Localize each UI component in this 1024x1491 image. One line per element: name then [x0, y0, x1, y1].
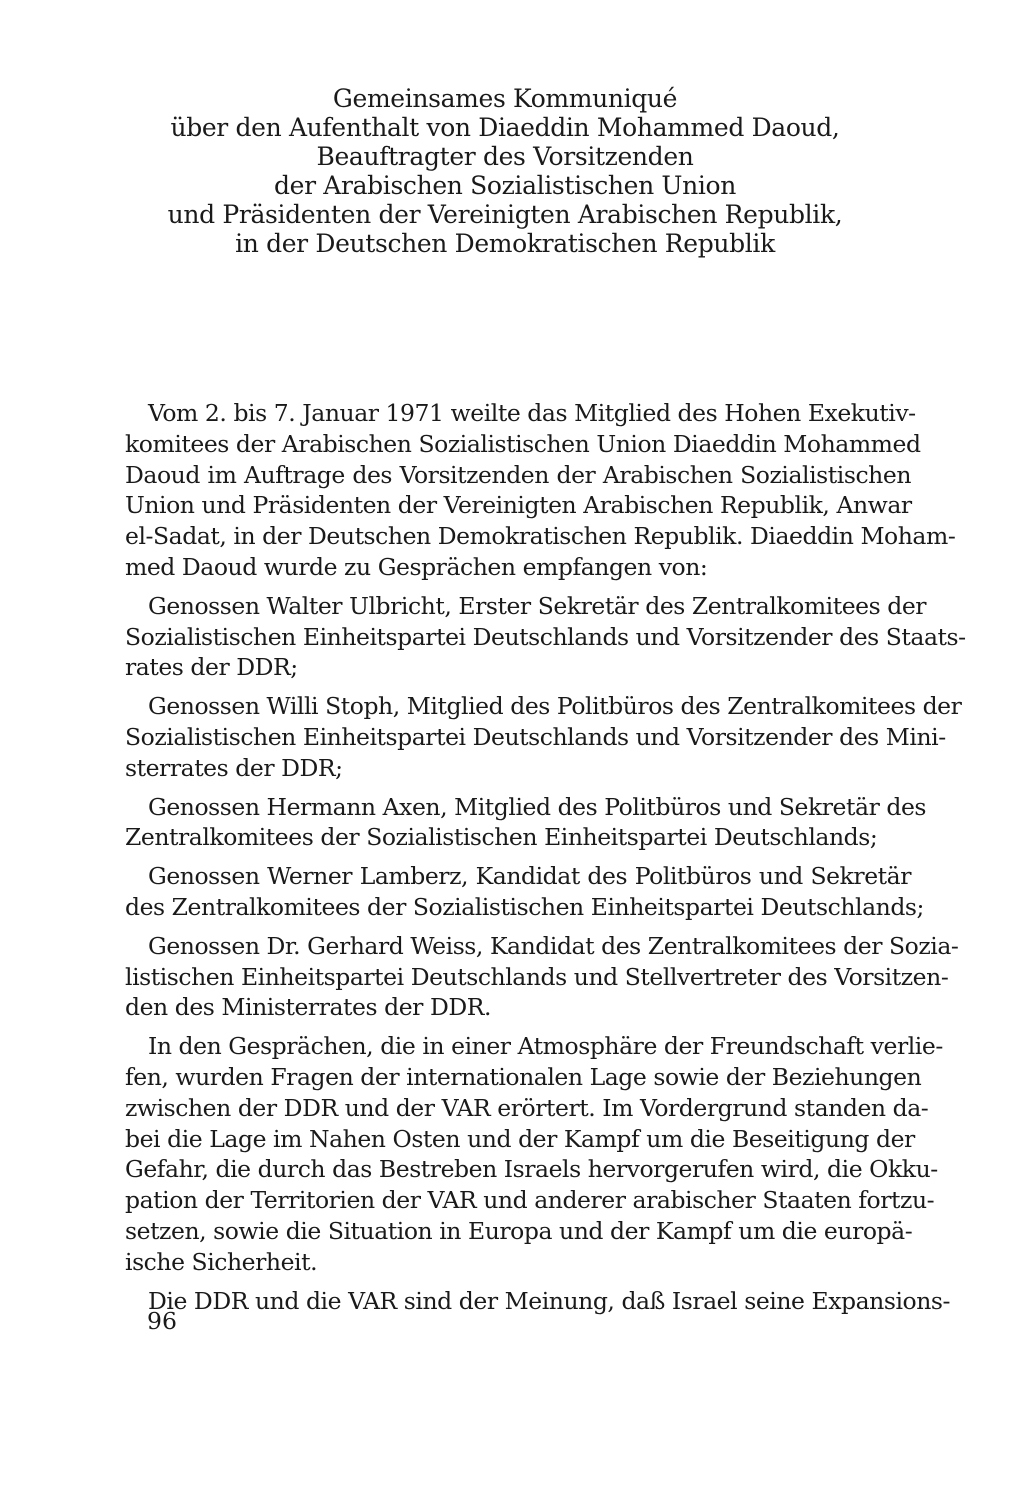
communique-title	[150, 84, 860, 258]
text-line: pation der Territorien der VAR und anderer arabischer Staaten fortzu-	[125, 1186, 935, 1215]
title-line: der Arabischen Sozialistischen Union	[274, 171, 736, 200]
title-line: in der Deutschen Demokratischen Republik	[235, 229, 775, 258]
text-line: setzen, sowie die Situation in Europa und der Kampf um die europä-	[125, 1216, 913, 1245]
text-line: Gefahr, die durch das Bestreben Israels hervorgerufen wird, die Okku-	[125, 1155, 938, 1184]
title-line: Beauftragter des Vorsitzenden	[316, 142, 694, 171]
text-line: fen, wurden Fragen der internationalen Lage sowie der Beziehungen	[125, 1062, 922, 1091]
title-line: und Präsidenten der Vereinigten Arabischen Republik,	[167, 200, 843, 229]
text-line: ische Sicherheit.	[125, 1247, 318, 1276]
text-line: Genossen Dr. Gerhard Weiss, Kandidat des Zentralkomitees der Sozia-	[148, 931, 959, 960]
text-line: Genossen Werner Lamberz, Kandidat des Politbüros und Sekretär	[148, 862, 911, 891]
body-text	[125, 398, 966, 1316]
text-line: listischen Einheitspartei Deutschlands und Stellvertreter des Vorsitzen-	[125, 962, 949, 991]
text-line: Sozialistischen Einheitspartei Deutschlands und Vorsitzender des Staats-	[125, 622, 966, 651]
text-line: rates der DDR;	[125, 653, 298, 682]
text-line: Daoud im Auftrage des Vorsitzenden der Arabischen Sozialistischen	[125, 460, 911, 489]
text-line: med Daoud wurde zu Gesprächen empfangen von:	[125, 552, 708, 581]
text-line: Genossen Hermann Axen, Mitglied des Politbüros und Sekretär des	[148, 792, 927, 821]
page-number: 96	[147, 1307, 177, 1335]
text-line: In den Gesprächen, die in einer Atmosphäre der Freundschaft verlie-	[148, 1032, 943, 1061]
text-line: el-Sadat, in der Deutschen Demokratischen Republik. Diaeddin Moham-	[125, 522, 956, 551]
text-line: sterrates der DDR;	[125, 753, 343, 782]
text-line: des Zentralkomitees der Sozialistischen Einheitspartei Deutschlands;	[125, 892, 925, 921]
title-line: über den Aufenthalt von Diaeddin Mohammed Daoud,	[170, 113, 840, 142]
text-line: Genossen Willi Stoph, Mitglied des Politbüros des Zentralkomitees der	[148, 692, 962, 721]
text-line: komitees der Arabischen Sozialistischen Union Diaeddin Mohammed	[125, 429, 921, 458]
text-line: Die DDR und die VAR sind der Meinung, daß Israel seine Expansions-	[148, 1286, 951, 1315]
text-line: bei die Lage im Nahen Osten und der Kampf um die Beseitigung der	[125, 1124, 915, 1153]
text-line: Genossen Walter Ulbricht, Erster Sekretär des Zentralkomitees der	[148, 591, 927, 620]
text-line: Sozialistischen Einheitspartei Deutschlands und Vorsitzender des Mini-	[125, 722, 946, 751]
text-line: Union und Präsidenten der Vereinigten Arabischen Republik, Anwar	[125, 491, 912, 520]
text-line: zwischen der DDR und der VAR erörtert. Im Vordergrund standen da-	[125, 1093, 929, 1122]
title-line: Gemeinsames Kommuniqué	[332, 84, 678, 113]
text-line: Zentralkomitees der Sozialistischen Einheitspartei Deutschlands;	[125, 823, 878, 852]
text-line: den des Ministerrates der DDR.	[125, 993, 492, 1022]
text-line: Vom 2. bis 7. Januar 1971 weilte das Mitglied des Hohen Exekutiv-	[148, 399, 916, 427]
